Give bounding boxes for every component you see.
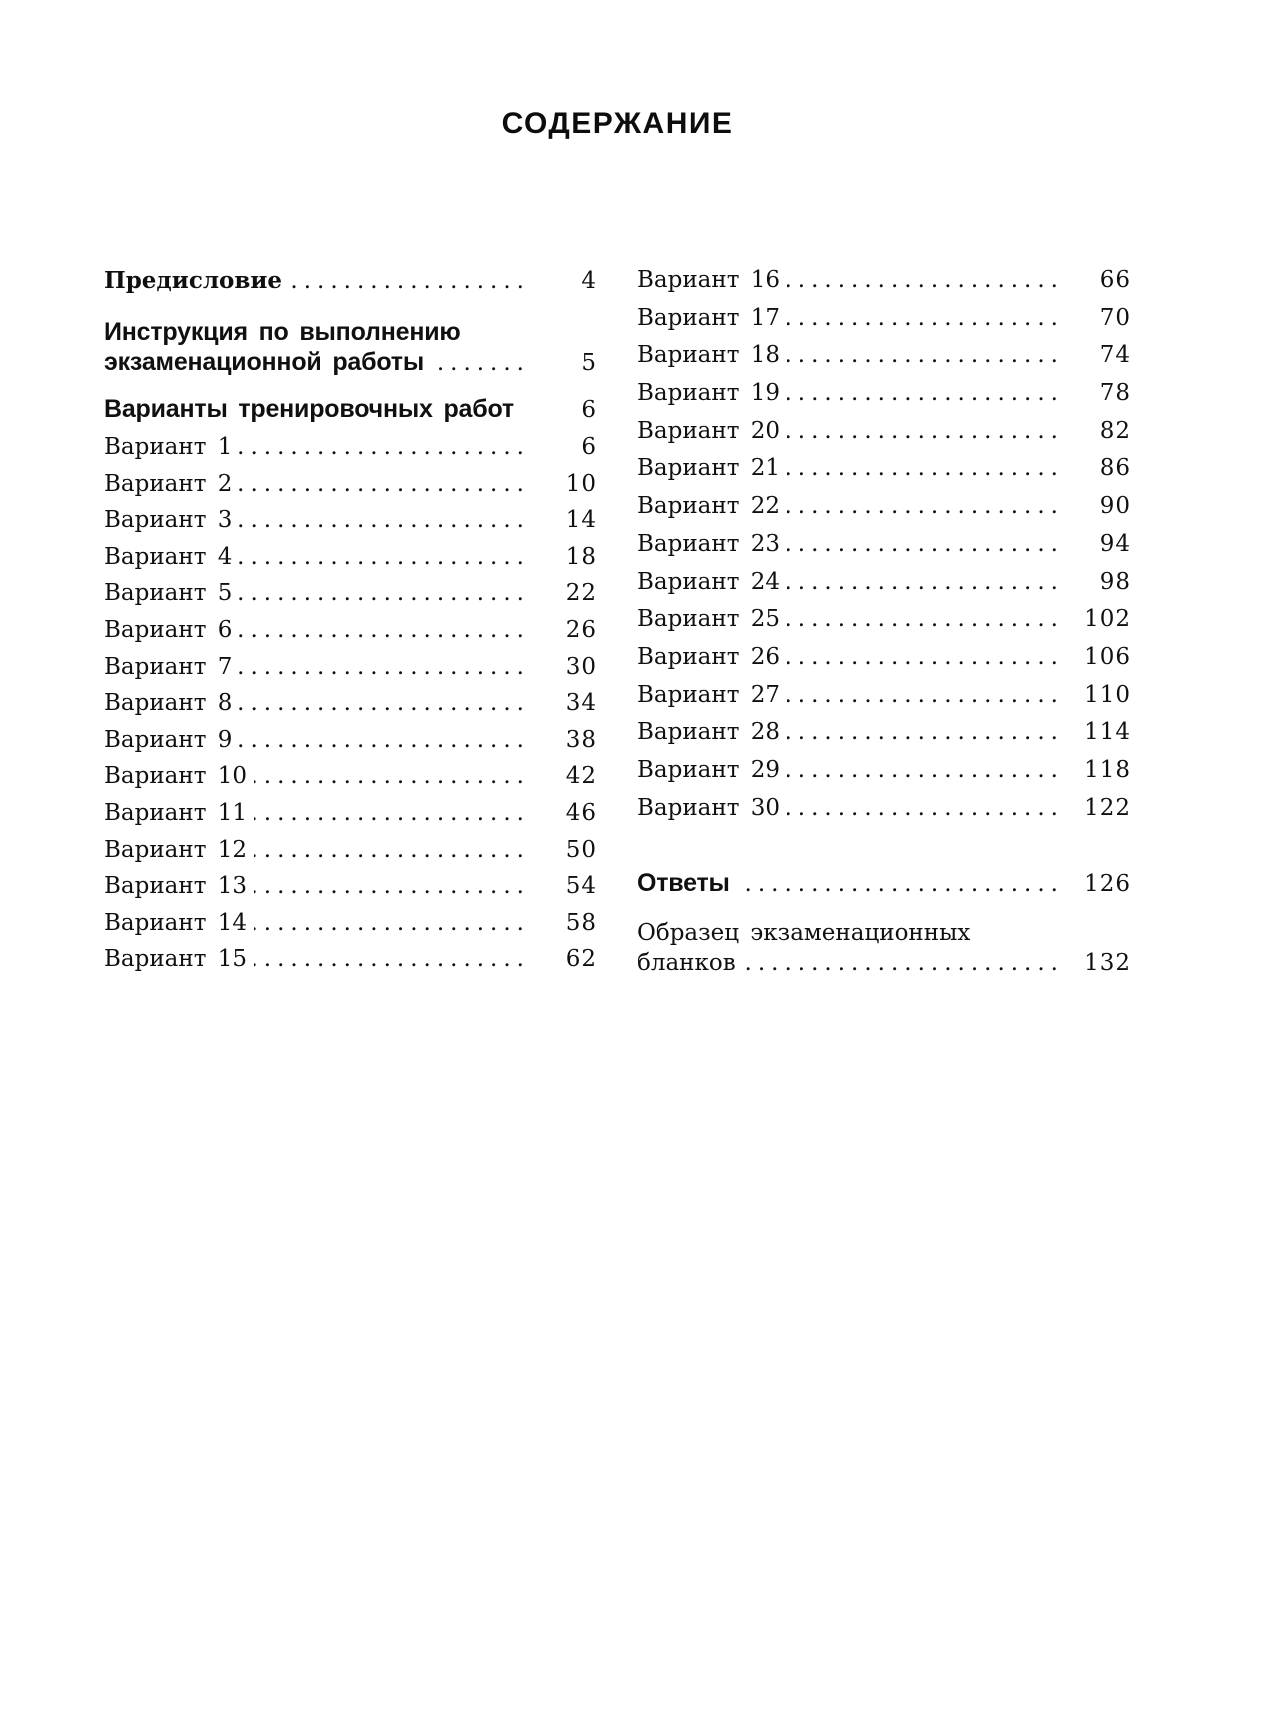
toc-entry-label: Вариант 6 <box>104 616 233 643</box>
toc-entry-label: Образец экзаменационных <box>637 920 971 946</box>
toc-entry <box>104 544 597 572</box>
toc-entry-label: Вариант 30 <box>637 794 781 821</box>
toc-entry-row <box>104 946 597 974</box>
toc-entry-page: 102 <box>1084 606 1131 633</box>
dot-leader <box>787 757 1064 785</box>
toc-entry-page: 94 <box>1099 530 1131 557</box>
toc-entry-page: 70 <box>1099 304 1131 331</box>
toc-entry-label: экзаменационной работы <box>104 348 424 376</box>
toc-entry <box>637 493 1131 521</box>
toc-entry-label: Варианты тренировочных работ <box>104 395 514 423</box>
dot-leader <box>787 493 1064 521</box>
toc-entry <box>637 380 1131 408</box>
toc-entry <box>637 606 1131 634</box>
toc-entry-row <box>104 727 597 755</box>
toc-entry-label: Вариант 24 <box>637 568 781 595</box>
toc-entry-page: 6 <box>581 434 597 460</box>
toc-entry-label: Инструкция по выполнению <box>104 318 461 346</box>
dot-leader <box>254 910 530 938</box>
toc-entry-label: бланков <box>637 950 736 976</box>
toc-column-left <box>104 267 597 988</box>
toc-entry-page: 30 <box>565 653 597 680</box>
dot-leader <box>239 580 530 608</box>
toc-entry <box>637 870 1131 899</box>
dot-leader <box>254 800 530 828</box>
toc-entry-page: 82 <box>1099 417 1131 444</box>
dot-leader <box>787 305 1064 333</box>
toc-entry-page: 22 <box>565 580 597 607</box>
toc-entry-page: 118 <box>1084 756 1131 783</box>
toc-entry-row <box>104 654 597 682</box>
toc-entry-label: Вариант 15 <box>104 946 248 973</box>
toc-entry-row <box>104 471 597 499</box>
toc-entry <box>104 654 597 682</box>
dot-leader <box>239 617 530 645</box>
toc-entry <box>104 873 597 901</box>
toc-entry-page: 50 <box>565 836 597 863</box>
toc-entry-page: 78 <box>1099 380 1131 407</box>
toc-entry-page: 54 <box>565 873 597 900</box>
toc-entry-row <box>637 493 1131 521</box>
toc-entry-page: 38 <box>565 726 597 753</box>
toc-entry <box>104 946 597 974</box>
dot-leader <box>254 946 530 974</box>
toc-entry-page: 74 <box>1099 342 1131 369</box>
toc-entry-label: Предисловие <box>104 267 283 294</box>
toc-entry-row <box>104 617 597 645</box>
dot-leader <box>787 644 1064 672</box>
toc-entry-row <box>104 396 597 424</box>
dot-leader <box>254 873 530 901</box>
dot-leader <box>239 434 530 462</box>
toc-entry-page: 5 <box>581 350 597 376</box>
dot-leader <box>431 350 530 378</box>
dot-leader <box>239 654 530 682</box>
toc-entry <box>104 471 597 499</box>
toc-entry-label: Вариант 23 <box>637 530 781 557</box>
toc-entry-label: Вариант 11 <box>104 799 248 826</box>
dot-leader <box>787 418 1064 446</box>
toc-entry <box>637 757 1131 785</box>
toc-entry-page: 122 <box>1084 794 1131 821</box>
toc-entry-row <box>637 719 1131 747</box>
toc-entry-page: 98 <box>1099 568 1131 595</box>
dot-leader <box>239 507 530 535</box>
toc-entry <box>104 727 597 755</box>
toc-entry <box>637 305 1131 333</box>
toc-entry-page: 66 <box>1099 267 1131 293</box>
toc-entry-row <box>104 873 597 901</box>
toc-entry-row <box>637 267 1131 295</box>
toc-entry-page: 126 <box>1084 871 1131 898</box>
toc-entry-row <box>637 950 1131 978</box>
toc-entry-page: 86 <box>1099 455 1131 482</box>
toc-entry <box>104 267 597 296</box>
dot-leader <box>787 606 1064 634</box>
toc-entry <box>637 569 1131 597</box>
dot-leader <box>254 763 530 791</box>
toc-entry-row <box>637 418 1131 446</box>
toc-entry-row <box>637 455 1131 483</box>
dot-leader <box>254 837 530 865</box>
toc-entry <box>104 800 597 828</box>
dot-leader <box>737 871 1064 899</box>
toc-entry-label: Вариант 9 <box>104 726 233 753</box>
toc-entry-row <box>104 910 597 938</box>
toc-entry-page: 10 <box>565 470 597 497</box>
toc-entry-page: 62 <box>565 946 597 973</box>
toc-entry <box>637 795 1131 823</box>
toc-entry <box>637 644 1131 672</box>
toc-entry-label: Вариант 7 <box>104 653 233 680</box>
toc-entry-page: 46 <box>565 799 597 826</box>
toc-entry-page: 6 <box>581 397 597 423</box>
dot-leader <box>239 544 530 572</box>
toc-entry-label: Вариант 14 <box>104 909 248 936</box>
toc-entry-label: Вариант 19 <box>637 380 781 407</box>
toc-entry-page: 34 <box>565 690 597 717</box>
toc-entry-row <box>637 682 1131 710</box>
dot-leader <box>743 950 1064 978</box>
toc-entry-row <box>104 434 597 462</box>
toc-entry <box>104 617 597 645</box>
dot-leader <box>289 268 530 296</box>
toc-entry-row <box>637 870 1131 899</box>
toc-entry <box>104 580 597 608</box>
toc-entry-label: Вариант 28 <box>637 719 781 746</box>
toc-entry-label: Вариант 10 <box>104 763 248 790</box>
toc-entry <box>104 690 597 718</box>
toc-entry <box>104 910 597 938</box>
dot-leader <box>239 471 530 499</box>
toc-entry-row <box>637 569 1131 597</box>
toc-entry-label: Вариант 27 <box>637 681 781 708</box>
toc-entry-page: 114 <box>1084 719 1131 746</box>
dot-leader <box>239 690 530 718</box>
toc-columns <box>104 267 1131 988</box>
toc-entry-row <box>104 544 597 572</box>
toc-entry-row <box>104 267 597 296</box>
toc-entry-row <box>104 349 597 378</box>
toc-entry <box>637 531 1131 559</box>
toc-entry-label: Вариант 20 <box>637 417 781 444</box>
toc-entry <box>104 316 597 378</box>
toc-entry-page: 106 <box>1084 643 1131 670</box>
toc-entry <box>637 682 1131 710</box>
toc-entry-page: 18 <box>565 543 597 570</box>
toc-entry-page: 42 <box>565 763 597 790</box>
toc-entry-label: Вариант 8 <box>104 690 233 717</box>
dot-leader <box>787 719 1064 747</box>
toc-entry-page: 110 <box>1084 681 1131 708</box>
toc-entry-label: Вариант 5 <box>104 580 233 607</box>
dot-leader <box>787 682 1064 710</box>
toc-entry-row <box>104 837 597 865</box>
toc-entry-row <box>637 757 1131 785</box>
toc-entry-page: 132 <box>1084 950 1131 976</box>
toc-column-right <box>637 267 1131 988</box>
toc-entry-page: 26 <box>565 616 597 643</box>
toc-entry-label: Вариант 18 <box>637 342 781 369</box>
toc-entry-row <box>637 644 1131 672</box>
toc-entry <box>637 719 1131 747</box>
toc-entry-label: Вариант 21 <box>637 455 781 482</box>
toc-entry-page: 14 <box>565 507 597 534</box>
toc-entry-row <box>104 580 597 608</box>
toc-entry-row <box>104 507 597 535</box>
toc-entry <box>104 434 597 462</box>
toc-entry <box>104 507 597 535</box>
toc-entry <box>104 763 597 791</box>
toc-entry-label: Вариант 25 <box>637 606 781 633</box>
toc-entry-row <box>637 380 1131 408</box>
dot-leader <box>787 795 1064 823</box>
toc-entry-label: Вариант 13 <box>104 873 248 900</box>
toc-entry <box>637 342 1131 370</box>
toc-entry-label: Вариант 22 <box>637 493 781 520</box>
toc-entry-label: Вариант 4 <box>104 543 233 570</box>
page-title: СОДЕРЖАНИЕ <box>501 107 734 140</box>
toc-entry-row <box>104 690 597 718</box>
toc-entry <box>637 267 1131 295</box>
toc-entry <box>104 396 597 424</box>
toc-entry-row <box>104 763 597 791</box>
toc-entry <box>637 418 1131 446</box>
dot-leader <box>787 342 1064 370</box>
toc-entry-label: Вариант 2 <box>104 470 233 497</box>
toc-entry-label: Вариант 12 <box>104 836 248 863</box>
dot-leader <box>239 727 530 755</box>
dot-leader <box>787 455 1064 483</box>
dot-leader <box>787 267 1064 295</box>
toc-entry <box>637 917 1131 978</box>
toc-entry <box>104 837 597 865</box>
toc-entry-row <box>104 800 597 828</box>
toc-entry-label: Вариант 3 <box>104 507 233 534</box>
toc-entry-label: Вариант 1 <box>104 434 233 460</box>
toc-entry-label: Вариант 16 <box>637 267 781 293</box>
dot-leader <box>787 531 1064 559</box>
toc-entry-row <box>637 342 1131 370</box>
toc-entry-label: Ответы <box>637 869 730 898</box>
toc-entry-page: 4 <box>581 268 597 294</box>
dot-leader <box>787 569 1064 597</box>
dot-leader <box>787 380 1064 408</box>
toc-entry-row <box>637 795 1131 823</box>
toc-entry-label: Вариант 26 <box>637 643 781 670</box>
toc-entry-row <box>637 531 1131 559</box>
toc-entry-row <box>637 305 1131 333</box>
toc-entry-page: 90 <box>1099 493 1131 520</box>
toc-entry-label: Вариант 29 <box>637 756 781 783</box>
toc-entry-label: Вариант 17 <box>637 304 781 331</box>
toc-entry-row <box>637 606 1131 634</box>
toc-entry <box>637 455 1131 483</box>
toc-entry-page: 58 <box>565 909 597 936</box>
